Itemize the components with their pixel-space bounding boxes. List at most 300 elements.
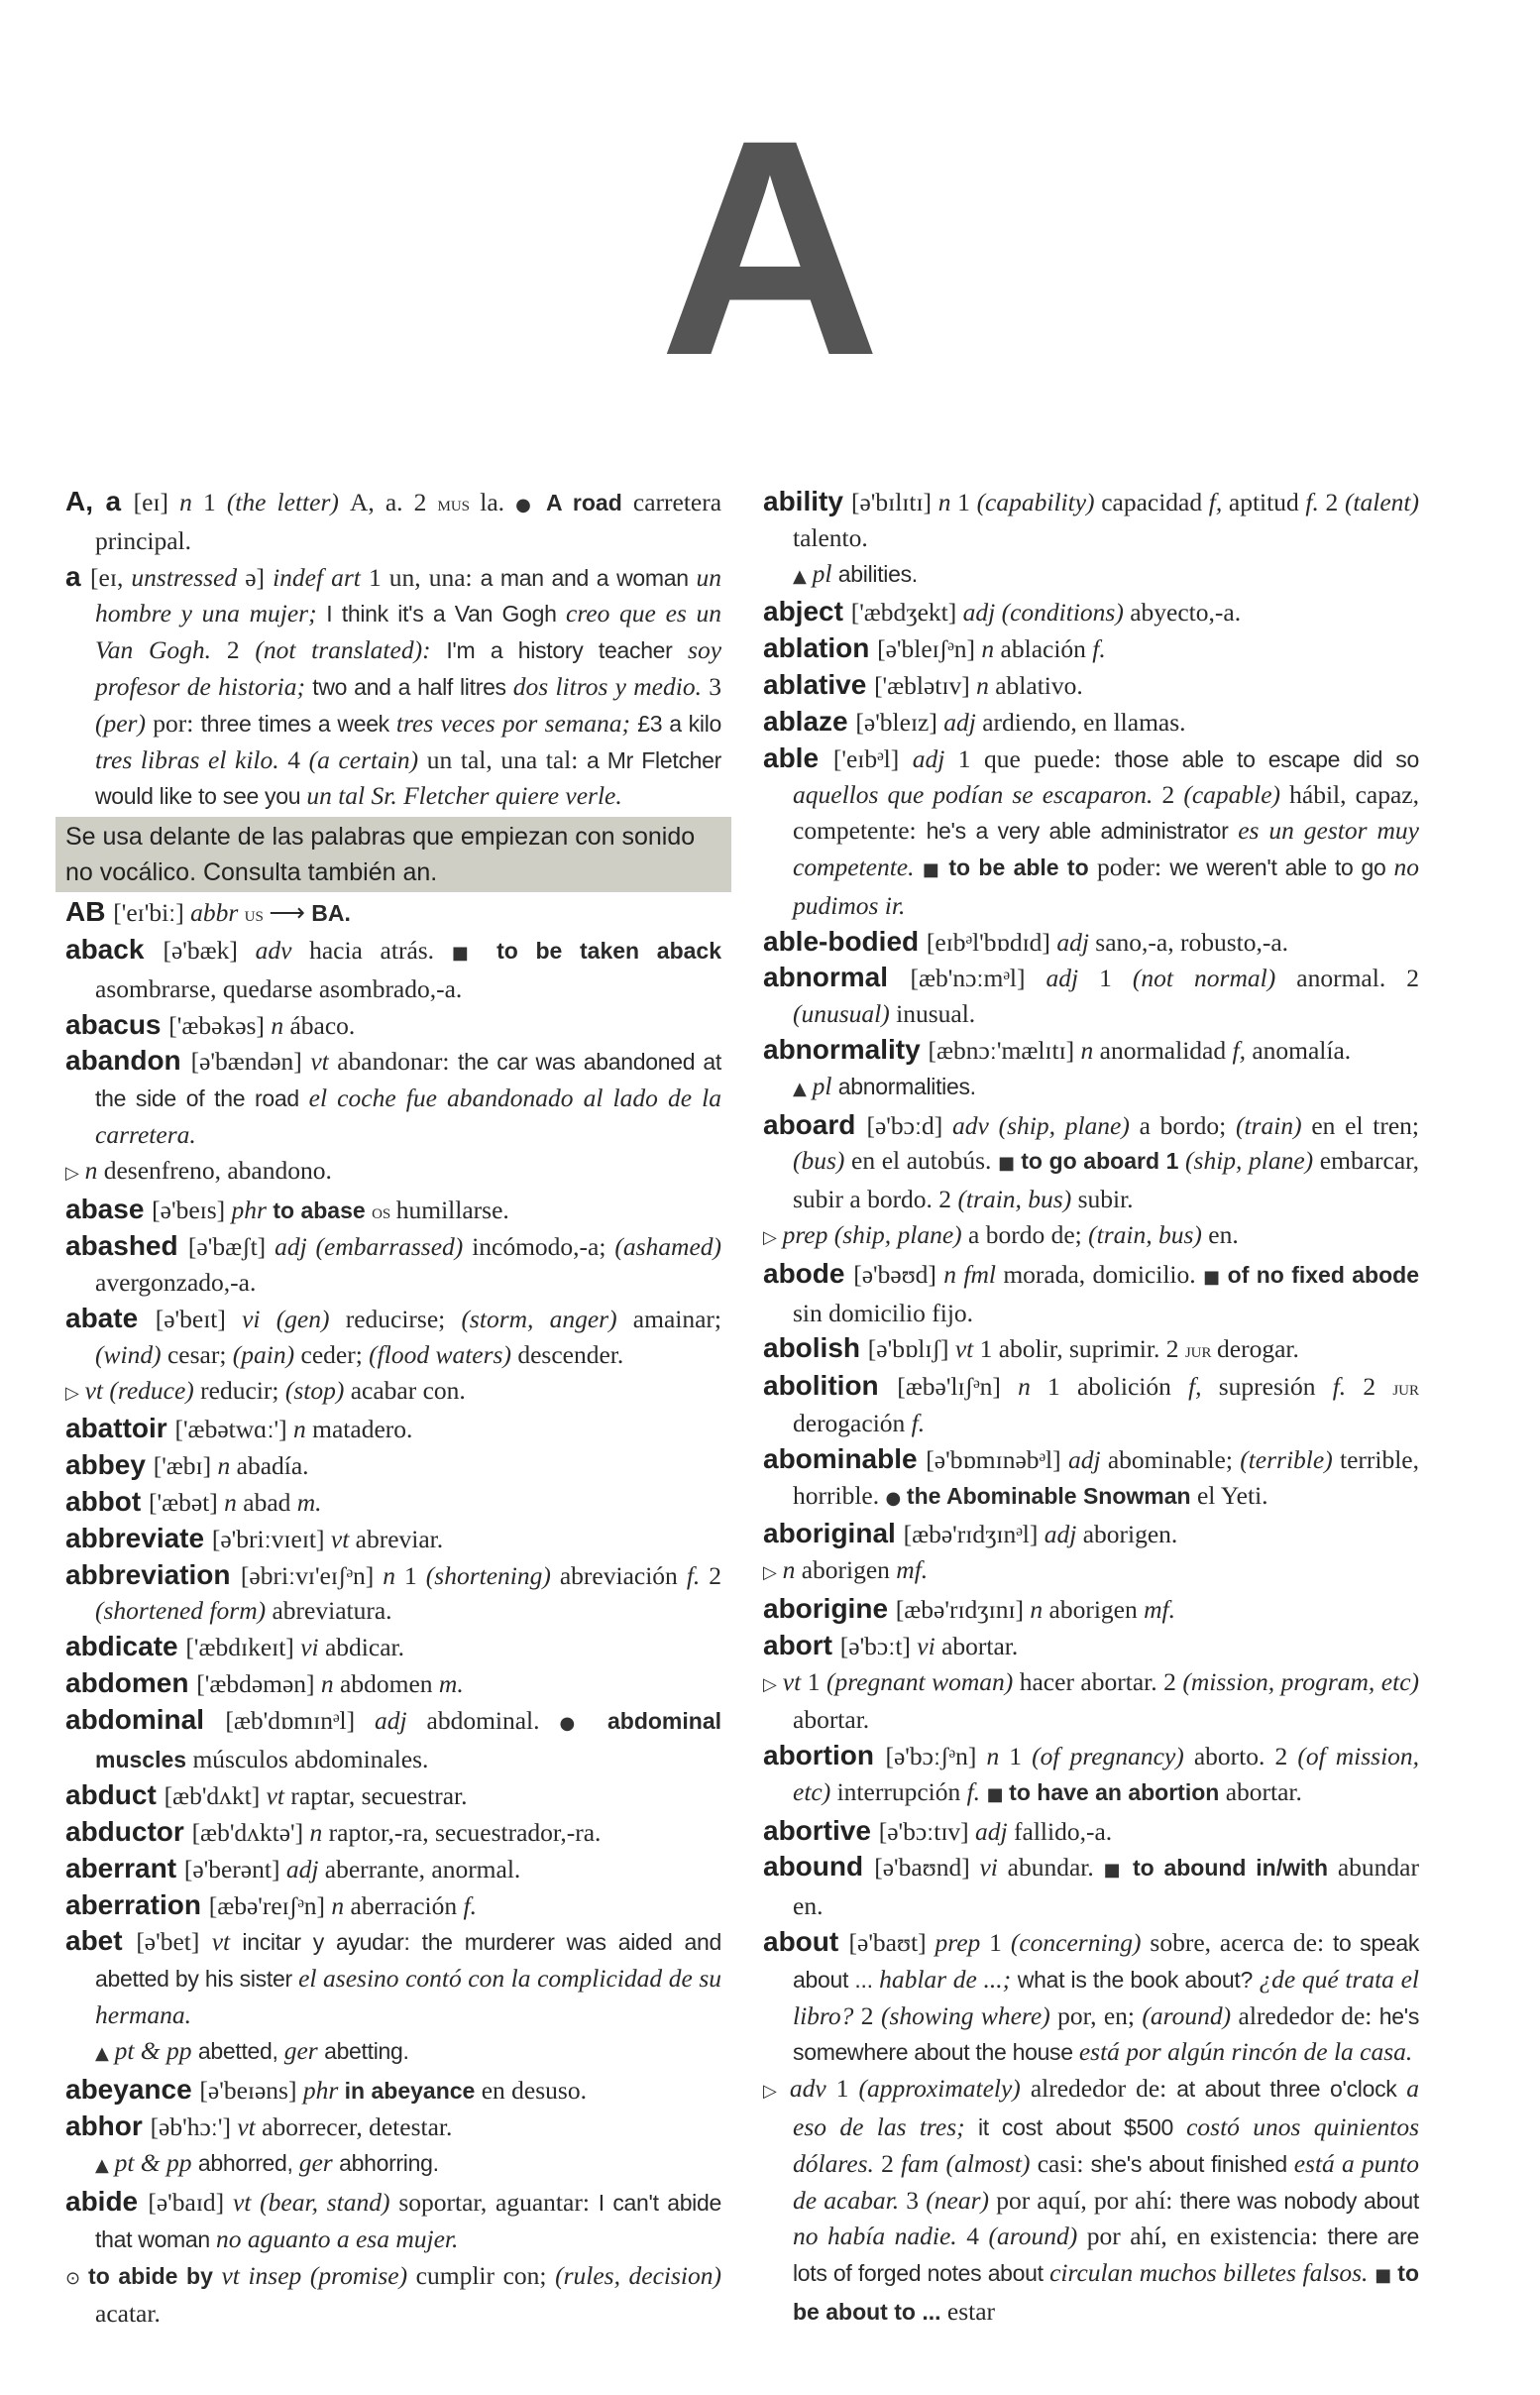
phonetic: [ə'baʊt] (848, 1928, 935, 1958)
label-italic: dos litros y medio. (512, 671, 710, 701)
translation: casi: (1037, 2148, 1091, 2178)
translation: cumplir con; (415, 2260, 556, 2290)
phonetic: ['æbdɪkeɪt] (185, 1633, 301, 1662)
entry-symbol-icon: ▷ (65, 1162, 85, 1184)
translation: estar (946, 2297, 996, 2327)
translation: interrupción (836, 1776, 967, 1806)
translation: 1 que puede: (957, 743, 1115, 773)
headword: abductor (65, 1816, 192, 1848)
label-italic: n (981, 634, 1001, 664)
example: he's a very able administrator (926, 818, 1239, 845)
phrase: of no fixed abode (1227, 1261, 1419, 1288)
label-italic: (capability) (976, 488, 1102, 516)
label-italic: (shortening) (425, 1560, 560, 1590)
dictionary-entry (763, 667, 1419, 704)
label-italic: pl (812, 1071, 838, 1100)
label-italic: vi (917, 1631, 942, 1660)
translation: en desuso. (481, 2075, 587, 2105)
translation: 1 abolición (1047, 1372, 1189, 1402)
headword: abbreviate (65, 1522, 212, 1553)
headword: abolition (763, 1370, 898, 1402)
label-italic: no pudimos ir. (793, 852, 1419, 920)
headword: abolish (763, 1332, 868, 1364)
translation: 2 (1161, 780, 1184, 810)
label-italic: (wind) (95, 1339, 167, 1369)
dictionary-entry (763, 1368, 1419, 1441)
headword: abate (65, 1302, 156, 1333)
label-italic: prep (ship, plane) (782, 1219, 969, 1249)
label-italic: adj (conditions) (962, 598, 1131, 627)
left-column (65, 484, 721, 2332)
headword: abdicate (65, 1631, 186, 1662)
example: she's about finished (1090, 2150, 1294, 2177)
label-italic: adj (1056, 927, 1096, 957)
translation: anomalía. (1252, 1035, 1352, 1065)
phonetic: ['æbdʒekt] (850, 598, 963, 627)
label-italic: (unusual) (793, 999, 897, 1029)
translation: 1 (989, 1928, 1011, 1958)
phonetic: [ə'beɪt] (155, 1304, 243, 1333)
translation: aberrante, anormal. (324, 1854, 521, 1883)
headword: abandon (65, 1045, 191, 1077)
label-italic: hablar de ...; (879, 1964, 1018, 1994)
translation: abdominal. (426, 1705, 560, 1735)
translation: el Yeti. (1196, 1480, 1268, 1510)
translation: 1 un, una: (368, 562, 481, 592)
label-italic: tres veces por semana; (395, 708, 638, 738)
usage-label: us (244, 901, 270, 927)
example: there was nobody about (1179, 2187, 1420, 2214)
phonetic: [ə'beɪs] (152, 1195, 232, 1224)
translation: en el autobús. (851, 1146, 999, 1176)
label-italic: m. (296, 1487, 322, 1517)
headword: abject (763, 596, 851, 627)
translation: 2 (1325, 488, 1345, 516)
phonetic: ['eɪ'biː] (113, 898, 191, 928)
translation: 2 (881, 2148, 902, 2178)
dictionary-entry (763, 924, 1419, 961)
phonetic: [æb'dʌktə'] (191, 1818, 310, 1848)
entry-symbol-icon: ▷ (763, 2081, 790, 2103)
entry-symbol-icon: ● (515, 495, 547, 515)
phrase: abdominal muscles (95, 1707, 721, 1772)
entry-subline (763, 556, 1419, 595)
example: a man and a woman (480, 564, 697, 591)
phonetic: [ə'bæʃt] (187, 1232, 275, 1262)
usage-label: mus (437, 491, 481, 515)
label-italic: m. (438, 1668, 464, 1698)
example: those able to escape did so (1114, 745, 1419, 772)
label-italic: f, (1208, 488, 1229, 516)
label-italic: (pregnant woman) (825, 1666, 1020, 1696)
example: three times a week (200, 710, 396, 737)
translation: ábaco. (289, 1010, 356, 1040)
dictionary-entry (763, 1591, 1419, 1628)
dictionary-entry (65, 2184, 721, 2258)
label-italic: n (937, 488, 958, 516)
translation: alrededor de: (1030, 2074, 1177, 2104)
translation: inusual. (896, 999, 976, 1029)
label-italic: f. (1305, 488, 1326, 516)
phonetic: ['æbət] (149, 1487, 225, 1517)
phrase: to abase (273, 1197, 373, 1223)
label-italic: (approximately) (858, 2074, 1031, 2104)
example: at about three o'clock (1176, 2076, 1407, 2103)
translation: hacia atrás. (309, 935, 452, 965)
headword: abnormal (763, 962, 911, 993)
headword: aboriginal (763, 1518, 904, 1549)
headword: ablaze (763, 705, 856, 737)
headword: A, a (65, 486, 134, 516)
phonetic: [ə'bændən] (190, 1047, 311, 1077)
section-letter: A (659, 75, 881, 419)
label-italic: f. (686, 1560, 710, 1590)
phonetic: [əb'hɔː'] (150, 2112, 238, 2142)
label-italic: phr (231, 1195, 274, 1224)
headword: abnormality (763, 1033, 929, 1065)
phrase: the Abominable Snowman (906, 1482, 1197, 1509)
label-italic: creo que es un Van Gogh. (95, 599, 722, 665)
translation: aborrecer, detestar. (262, 2112, 453, 2142)
label-italic: (bus) (793, 1146, 852, 1176)
label-italic: n (383, 1560, 405, 1590)
label-italic: n (782, 1555, 802, 1585)
label-italic: vt (310, 1047, 338, 1077)
entry-subline (65, 2033, 721, 2072)
translation: 1 (404, 1560, 426, 1590)
entry-subline (763, 1069, 1419, 1107)
translation: aborigen (801, 1555, 897, 1585)
translation: abundar en. (793, 1853, 1419, 1921)
translation: reducir; (200, 1375, 285, 1405)
label-italic: ger (298, 2148, 340, 2178)
label-italic: n (986, 1742, 1010, 1771)
label-italic: adj (1045, 964, 1100, 993)
phonetic: [æb'dʌkt] (164, 1781, 267, 1811)
translation: A, a. 2 (349, 488, 438, 516)
headword: aboard (763, 1108, 867, 1140)
translation: abad (243, 1487, 297, 1517)
label-italic: (talent) (1344, 488, 1419, 516)
headword: aback (65, 933, 164, 965)
translation: por ahí, en existencia: (1086, 2222, 1328, 2251)
dictionary-entry (763, 594, 1419, 630)
example: I can't abide that woman (95, 2190, 721, 2252)
phonetic: [ə'bɪlɪtɪ] (850, 488, 938, 516)
label-italic: vt (237, 2112, 263, 2142)
translation: hacer abortar. 2 (1019, 1666, 1183, 1696)
entry-symbol-icon: ▲ (793, 565, 813, 587)
entry-symbol-icon: ■ (986, 1783, 1010, 1805)
translation: 4 (287, 744, 309, 774)
phonetic: [ə'bleɪʃᵊn] (877, 634, 982, 664)
label-italic: adv (255, 935, 310, 965)
dictionary-entry (763, 1516, 1419, 1552)
translation: supresión (1218, 1372, 1333, 1402)
label-italic: unstressed (131, 562, 246, 592)
phrase: to be able to (948, 854, 1097, 880)
translation: asombrarse, quedarse asombrado,-a. (95, 973, 463, 1003)
headword: abase (65, 1193, 153, 1224)
entry-symbol-icon: ■ (451, 942, 497, 964)
label-italic: vt (bear, stand) (232, 2188, 399, 2218)
phonetic: [æbə'reɪʃᵊn] (208, 1890, 332, 1920)
translation: sin domicilio fijo. (793, 1298, 974, 1327)
label-italic: n (217, 1451, 237, 1481)
example: abhorred, (197, 2150, 299, 2177)
label-italic: adj (285, 1854, 325, 1883)
headword: abattoir (65, 1413, 175, 1444)
label-italic: ¿de qué trata el libro? (793, 1964, 1419, 2030)
label-italic: está a punto de acabar. (793, 2148, 1419, 2215)
headword: able-bodied (763, 925, 927, 957)
label-italic: un hombre y una mujer; (95, 562, 721, 628)
label-italic: f. (1332, 1372, 1364, 1402)
example: incitar y ayudar: the murderer was aided and abetted by his sister (95, 1929, 721, 1993)
translation: abreviación (559, 1560, 687, 1590)
label-italic: (terrible) (1240, 1444, 1340, 1474)
label-italic: n fml (943, 1259, 1004, 1289)
label-italic: vt (266, 1781, 291, 1811)
entry-symbol-icon: ▷ (65, 1382, 85, 1404)
phrase: BA. (311, 900, 351, 927)
label-italic: vt (954, 1334, 980, 1364)
entry-symbol-icon: ▷ (763, 1226, 783, 1248)
example: abetted, (197, 2037, 284, 2064)
phonetic: ['æbəkəs] (168, 1010, 272, 1040)
label-italic: adv (789, 2074, 836, 2104)
translation: por, en; (1057, 2000, 1143, 2030)
label-italic: (of mission, etc) (793, 1742, 1420, 1806)
translation: abdicar. (324, 1633, 404, 1662)
dictionary-entry (65, 1814, 721, 1851)
label-italic: tres libras el kilo. (95, 744, 288, 774)
translation: fallido,-a. (1014, 1816, 1113, 1846)
dictionary-entry (65, 1851, 721, 1887)
translation: a bordo; (1139, 1110, 1236, 1140)
translation: a bordo de; (968, 1219, 1089, 1249)
headword: abashed (65, 1230, 188, 1262)
phonetic: [eɪbᵊl'bɒdɪd] (926, 927, 1057, 957)
dictionary-entry (763, 1813, 1419, 1850)
phonetic: [æb'dɒmɪnᵊl] (225, 1705, 375, 1735)
headword: abduct (65, 1779, 165, 1811)
translation: reducirse; (345, 1304, 462, 1333)
example: it cost about $500 (977, 2114, 1187, 2141)
headword: abort (763, 1629, 840, 1660)
example: the car was abandoned at the side of the road (95, 1049, 721, 1112)
dictionary-entry (65, 1777, 721, 1814)
translation: 1 (202, 488, 227, 516)
label-italic: (pain) (232, 1339, 301, 1369)
phonetic: [ə'baɪd] (148, 2188, 233, 2218)
label-italic: no aguanto a esa mujer. (216, 2224, 459, 2253)
phrase: A road (546, 490, 633, 515)
phrase: to have an abortion (1009, 1778, 1226, 1805)
phonetic: [ə'bɔːtɪv] (878, 1816, 976, 1846)
phonetic: [ə'beɪəns] (199, 2075, 303, 2105)
entry-symbol-icon: ■ (922, 858, 949, 880)
translation: 2 (1363, 1372, 1393, 1402)
translation: raptor,-ra, secuestrador,-ra. (328, 1818, 602, 1848)
headword: AB (65, 896, 114, 928)
phrase: in abeyance (344, 2077, 482, 2104)
label-italic: circulan muchos billetes falsos. (1049, 2258, 1375, 2288)
dictionary-entry (65, 2072, 721, 2110)
label-italic: f. (1092, 634, 1106, 664)
entry-subline (763, 1217, 1419, 1256)
label-italic: (per) (95, 708, 154, 738)
dictionary-entry (65, 2109, 721, 2145)
label-italic: (stop) (284, 1375, 351, 1405)
phonetic: [æbnɔː'mælɪtɪ] (928, 1035, 1081, 1065)
phrase: to go aboard 1 (1021, 1148, 1186, 1175)
label-italic: n (320, 1668, 341, 1698)
headword: abound (763, 1851, 875, 1882)
dictionary-entry (65, 1521, 721, 1557)
entry-symbol-icon: ● (885, 1487, 907, 1509)
label-italic: n (976, 670, 996, 700)
dictionary-entry (763, 1849, 1419, 1924)
label-italic: (around) (988, 2222, 1087, 2251)
translation: 3 (709, 671, 722, 701)
label-italic: adj (975, 1816, 1015, 1846)
label-italic: (of pregnancy) (1032, 1742, 1194, 1771)
translation: hábil, capaz, competente: (793, 780, 1420, 846)
label-italic: el asesino contó con la complicidad de su hermana. (95, 1964, 721, 2030)
example: abhorring. (339, 2150, 439, 2177)
translation: abadía. (236, 1451, 309, 1481)
entry-symbol-icon: ▲ (95, 2155, 115, 2177)
translation: derogación (793, 1408, 912, 1437)
translation: aborto. 2 (1193, 1742, 1298, 1771)
label-italic: ger (283, 2035, 325, 2065)
phonetic: [æbə'rɪdʒɪnɪ] (895, 1594, 1031, 1624)
example: £3 a kilo (637, 710, 721, 737)
dictionary-entry (65, 1887, 721, 1924)
translation: 1 (957, 488, 977, 516)
headword: about (763, 1926, 849, 1958)
example: to speak about ... (793, 1930, 1420, 1993)
label-italic: f, (1188, 1372, 1219, 1402)
label-italic: adj (embarrassed) (275, 1232, 473, 1262)
label-italic: n (84, 1155, 104, 1185)
dictionary-entry (65, 1923, 721, 2032)
dictionary-entry (65, 1484, 721, 1521)
example: we weren't able to go (1169, 854, 1394, 880)
translation: abortar. (793, 1705, 870, 1735)
headword: abode (763, 1257, 854, 1289)
label-italic: abbr (190, 898, 245, 928)
translation: descender. (517, 1339, 624, 1369)
headword: abacus (65, 1008, 169, 1040)
dictionary-entry (65, 1411, 721, 1447)
dictionary-entry (763, 1628, 1419, 1664)
label-italic: (train, bus) (1088, 1219, 1209, 1249)
label-italic: (flood waters) (369, 1339, 518, 1369)
translation: músculos abdominales. (192, 1744, 429, 1773)
dictionary-entry (763, 741, 1419, 924)
translation: aptitud (1228, 488, 1306, 516)
dictionary-entry (65, 1301, 721, 1373)
translation: ⟶ (269, 898, 312, 928)
entry-symbol-icon: ⊙ (65, 2267, 89, 2289)
translation: embarcar, subir a bordo. 2 (793, 1146, 1419, 1214)
label-italic: adj (912, 743, 958, 773)
phonetic: [ə'bɔːt] (839, 1631, 918, 1660)
dictionary-entry (65, 1228, 721, 1301)
dictionary-entry (65, 559, 721, 816)
entry-symbol-icon: ■ (1375, 2265, 1398, 2287)
label-italic: (concerning) (1010, 1928, 1151, 1958)
translation: poder: (1096, 852, 1170, 881)
label-italic: soy profesor de historia; (95, 635, 722, 701)
headword: abbot (65, 1485, 149, 1517)
headword: abet (65, 1925, 137, 1957)
label-italic: vi (gen) (242, 1304, 346, 1333)
dictionary-entry (65, 894, 721, 932)
right-column (763, 484, 1419, 2331)
label-italic: (the letter) (226, 488, 350, 516)
label-italic: pt & pp (114, 2035, 198, 2065)
label-italic: n (331, 1890, 351, 1920)
phrase: to be about to ... (793, 2260, 1419, 2326)
phonetic: [ə'baʊnd] (874, 1853, 980, 1882)
label-italic: adv (ship, plane) (952, 1110, 1140, 1140)
phonetic: [eɪ] (133, 488, 180, 516)
translation: anormal. 2 (1296, 964, 1419, 993)
phonetic: [ə'bleɪz] (855, 707, 944, 737)
translation: 1 (1099, 964, 1133, 993)
entry-subline (65, 2145, 721, 2184)
entry-subline (65, 1373, 721, 1412)
headword: abeyance (65, 2073, 200, 2105)
usage-label: jur (1392, 1375, 1420, 1401)
translation: 2 (709, 1560, 722, 1590)
dictionary-entry (65, 1043, 721, 1152)
dictionary-entry (65, 1447, 721, 1484)
phrase: to be taken aback (496, 937, 722, 964)
translation: 1 (835, 2074, 859, 2104)
label-italic: n (1018, 1372, 1048, 1402)
translation: acatar. (95, 2299, 161, 2329)
label-italic: (shortened form) (95, 1596, 273, 1626)
phonetic: [ə'bæk] (163, 935, 256, 965)
phonetic: [ə'bəʊd] (853, 1259, 944, 1289)
label-italic: es un gestor muy competente. (793, 816, 1419, 881)
dictionary-entry (65, 932, 721, 1007)
example: abnormalities. (837, 1073, 976, 1099)
dictionary-entry (763, 704, 1419, 741)
label-italic: adj (943, 707, 983, 737)
label-italic: n (293, 1415, 313, 1444)
label-italic: pt & pp (114, 2148, 198, 2178)
label-italic: f, (1232, 1035, 1253, 1065)
entry-subline (763, 2071, 1419, 2331)
example: abetting. (324, 2037, 409, 2064)
dictionary-entry (763, 960, 1419, 1032)
label-italic: costó unos quinientos dólares. (793, 2112, 1419, 2178)
label-italic: n (1030, 1594, 1049, 1624)
translation: avergonzado,-a. (95, 1268, 257, 1298)
entry-symbol-icon: ▲ (95, 2042, 115, 2064)
translation: carretera principal. (95, 488, 722, 555)
headword: ability (763, 486, 851, 516)
translation: sobre, acerca de: (1150, 1928, 1333, 1958)
phonetic: [ə'briːvɪeɪt] (211, 1524, 331, 1553)
headword: abortive (763, 1814, 879, 1846)
translation: abandonar: (337, 1047, 458, 1077)
